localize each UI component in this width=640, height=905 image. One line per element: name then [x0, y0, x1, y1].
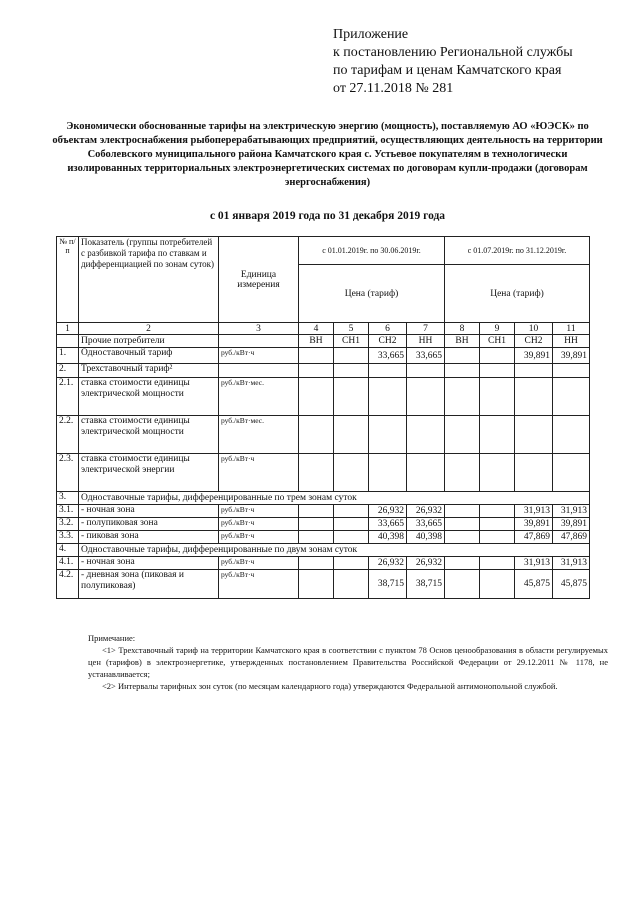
row-number: 4.1. [57, 557, 79, 570]
tariff-value [299, 505, 334, 518]
tariff-value [369, 378, 407, 416]
tariff-value [480, 378, 515, 416]
note-2: <2> Интервалы тарифных зон суток (по месяцам календарного года) утверждаются Федеральной антимонопольной службой. [102, 681, 558, 691]
voltage-level: СН2 [369, 335, 407, 348]
table-row [57, 492, 590, 505]
tariff-value [299, 378, 334, 416]
subheader-empty [219, 335, 299, 348]
tariff-value [369, 454, 407, 492]
table-row [57, 416, 590, 454]
appendix-line: Приложение [333, 27, 409, 42]
row-number: 2.2. [57, 416, 79, 454]
row-group-label: Одноставочные тарифы, дифференцированные по двум зонам суток [79, 544, 590, 557]
header-period-1: с 01.01.2019г. по 30.06.2019г. [299, 237, 445, 265]
row-name: - пиковая зона [79, 531, 219, 544]
tariff-value [480, 364, 515, 378]
tariff-value [445, 531, 480, 544]
tariff-value [299, 454, 334, 492]
tariff-value: 39,891 [553, 518, 590, 531]
tariff-value [445, 378, 480, 416]
tariff-value [407, 416, 445, 454]
row-name: - дневная зона (пиковая и полупиковая) [79, 570, 219, 599]
column-number: 10 [515, 323, 553, 335]
tariff-value: 26,932 [369, 505, 407, 518]
table-row [57, 378, 590, 416]
tariff-value: 47,869 [553, 531, 590, 544]
tariff-value: 33,665 [369, 348, 407, 364]
tariff-value [480, 505, 515, 518]
voltage-level: НН [407, 335, 445, 348]
column-number: 9 [480, 323, 515, 335]
row-unit [219, 364, 299, 378]
voltage-level: СН1 [334, 335, 369, 348]
tariff-value [480, 416, 515, 454]
tariff-value: 31,913 [515, 505, 553, 518]
tariff-value [369, 416, 407, 454]
document-period: с 01 января 2019 года по 31 декабря 2019 года [209, 210, 446, 222]
tariff-value [299, 348, 334, 364]
tariff-value [334, 557, 369, 570]
tariff-value [553, 454, 590, 492]
appendix-line: к постановлению Региональной службы [333, 45, 573, 60]
header-price-2: Цена (тариф) [445, 265, 590, 323]
tariff-value [299, 570, 334, 599]
tariff-value [445, 348, 480, 364]
tariff-value [553, 364, 590, 378]
tariff-value [334, 518, 369, 531]
tariff-value [369, 364, 407, 378]
appendix-line: от 27.11.2018 № 281 [333, 81, 454, 96]
row-unit: руб./кВт·ч [219, 570, 299, 599]
tariff-table-body [57, 237, 590, 599]
column-number: 4 [299, 323, 334, 335]
column-number: 2 [79, 323, 219, 335]
subheader-label: Прочие потребители [79, 335, 219, 348]
tariff-value [480, 454, 515, 492]
header-num: № п/п [57, 237, 79, 323]
tariff-value: 38,715 [407, 570, 445, 599]
subheader-row [57, 335, 590, 348]
header-indicator: Показатель (группы потребителей с разбивкой тарифа по ставкам и дифференциацией по зонам суток) [79, 237, 219, 323]
tariff-value [299, 416, 334, 454]
row-name: Трехставочный тариф² [79, 364, 219, 378]
row-number: 3.3. [57, 531, 79, 544]
column-number: 8 [445, 323, 480, 335]
row-unit: руб./кВт·ч [219, 348, 299, 364]
tariff-value [334, 378, 369, 416]
tariff-value [407, 378, 445, 416]
row-number: 3.2. [57, 518, 79, 531]
table-row [57, 518, 590, 531]
tariff-value: 31,913 [553, 557, 590, 570]
tariff-value: 39,891 [553, 348, 590, 364]
row-number: 3. [57, 492, 79, 505]
notes-heading: Примечание: [88, 633, 136, 643]
tariff-value [334, 348, 369, 364]
tariff-value: 33,665 [407, 348, 445, 364]
row-unit: руб./кВт·ч [219, 454, 299, 492]
tariff-value: 40,398 [369, 531, 407, 544]
tariff-value [480, 531, 515, 544]
column-number: 6 [369, 323, 407, 335]
tariff-value [334, 454, 369, 492]
tariff-value [334, 531, 369, 544]
column-number-row [57, 323, 590, 335]
row-name: - ночная зона [79, 505, 219, 518]
tariff-value: 39,891 [515, 348, 553, 364]
tariff-value: 31,913 [553, 505, 590, 518]
header-price-1: Цена (тариф) [299, 265, 445, 323]
tariff-value [407, 454, 445, 492]
tariff-value [445, 518, 480, 531]
row-unit: руб./кВт·мес. [219, 378, 299, 416]
tariff-value [480, 348, 515, 364]
row-number: 2.1. [57, 378, 79, 416]
appendix-line: по тарифам и ценам Камчатского края [333, 63, 562, 78]
tariff-value: 33,665 [407, 518, 445, 531]
tariff-value [334, 570, 369, 599]
table-row [57, 544, 590, 557]
tariff-value [515, 416, 553, 454]
appendix-block [333, 26, 633, 98]
tariff-value: 45,875 [553, 570, 590, 599]
table-row [57, 454, 590, 492]
notes-block [88, 632, 608, 692]
tariff-value: 33,665 [369, 518, 407, 531]
tariff-value: 26,932 [407, 557, 445, 570]
tariff-value [445, 416, 480, 454]
row-number: 4. [57, 544, 79, 557]
tariff-value: 26,932 [407, 505, 445, 518]
tariff-value [334, 364, 369, 378]
tariff-value [445, 364, 480, 378]
voltage-level: НН [553, 335, 590, 348]
tariff-value [334, 505, 369, 518]
table-row [57, 570, 590, 599]
tariff-value [480, 557, 515, 570]
tariff-value: 40,398 [407, 531, 445, 544]
column-number: 5 [334, 323, 369, 335]
row-unit: руб./кВт·мес. [219, 416, 299, 454]
tariff-value [480, 570, 515, 599]
tariff-value [445, 454, 480, 492]
tariff-value: 47,869 [515, 531, 553, 544]
row-name: - полупиковая зона [79, 518, 219, 531]
row-number: 2.3. [57, 454, 79, 492]
table-row [57, 531, 590, 544]
tariff-value [334, 416, 369, 454]
row-unit: руб./кВт·ч [219, 557, 299, 570]
document-title: Экономически обоснованные тарифы на электрическую энергию (мощность), поставляемую АО «ЮЭСК» по объектам электроснабжения рыбоперерабатывающих предприятий, осуществляющих деятельность на территории Соболевского муниципального района Камчатского края с. Устьевое покупателям в технологически изолированных территориальных электроэнергетических системах по договорам купли-продажи (договорам энергоснабжения) [52, 121, 603, 188]
tariff-value [445, 570, 480, 599]
table-row [57, 505, 590, 518]
tariff-value [299, 557, 334, 570]
tariff-table [56, 236, 590, 599]
tariff-value [515, 454, 553, 492]
tariff-value [299, 518, 334, 531]
table-row [57, 364, 590, 378]
tariff-value [407, 364, 445, 378]
row-name: Одноставочный тариф [79, 348, 219, 364]
header-period-2: с 01.07.2019г. по 31.12.2019г. [445, 237, 590, 265]
subheader-empty [57, 335, 79, 348]
tariff-value [553, 378, 590, 416]
row-unit: руб./кВт·ч [219, 505, 299, 518]
note-1: <1> Трехставочный тариф на территории Камчатского края в соответствии с пунктом 78 Основ ценообразования в области регулируемых цен (тарифов) в электроэнергетике, утвержденных постановлением Правительства Российской Федерации от 29.12.2011 № 1178, не устанавливается; [88, 645, 608, 679]
tariff-value [553, 416, 590, 454]
column-number: 1 [57, 323, 79, 335]
tariff-value [299, 364, 334, 378]
column-number: 7 [407, 323, 445, 335]
row-name: ставка стоимости единицы электрической мощности [79, 378, 219, 416]
table-row [57, 348, 590, 364]
tariff-value [480, 518, 515, 531]
tariff-value: 45,875 [515, 570, 553, 599]
tariff-value [445, 505, 480, 518]
voltage-level: ВН [445, 335, 480, 348]
row-group-label: Одноставочные тарифы, дифференцированные по трем зонам суток [79, 492, 590, 505]
row-number: 2. [57, 364, 79, 378]
row-unit: руб./кВт·ч [219, 518, 299, 531]
row-number: 3.1. [57, 505, 79, 518]
column-number: 3 [219, 323, 299, 335]
row-name: - ночная зона [79, 557, 219, 570]
row-name: ставка стоимости единицы электрической энергии [79, 454, 219, 492]
tariff-value [299, 531, 334, 544]
tariff-value: 31,913 [515, 557, 553, 570]
tariff-value [515, 378, 553, 416]
voltage-level: ВН [299, 335, 334, 348]
tariff-value: 26,932 [369, 557, 407, 570]
tariff-value [445, 557, 480, 570]
row-number: 4.2. [57, 570, 79, 599]
table-row [57, 557, 590, 570]
header-unit: Единица измерения [219, 237, 299, 323]
row-name: ставка стоимости единицы электрической мощности [79, 416, 219, 454]
row-number: 1. [57, 348, 79, 364]
tariff-value [515, 364, 553, 378]
tariff-value: 39,891 [515, 518, 553, 531]
voltage-level: СН1 [480, 335, 515, 348]
row-unit: руб./кВт·ч [219, 531, 299, 544]
column-number: 11 [553, 323, 590, 335]
voltage-level: СН2 [515, 335, 553, 348]
tariff-value: 38,715 [369, 570, 407, 599]
